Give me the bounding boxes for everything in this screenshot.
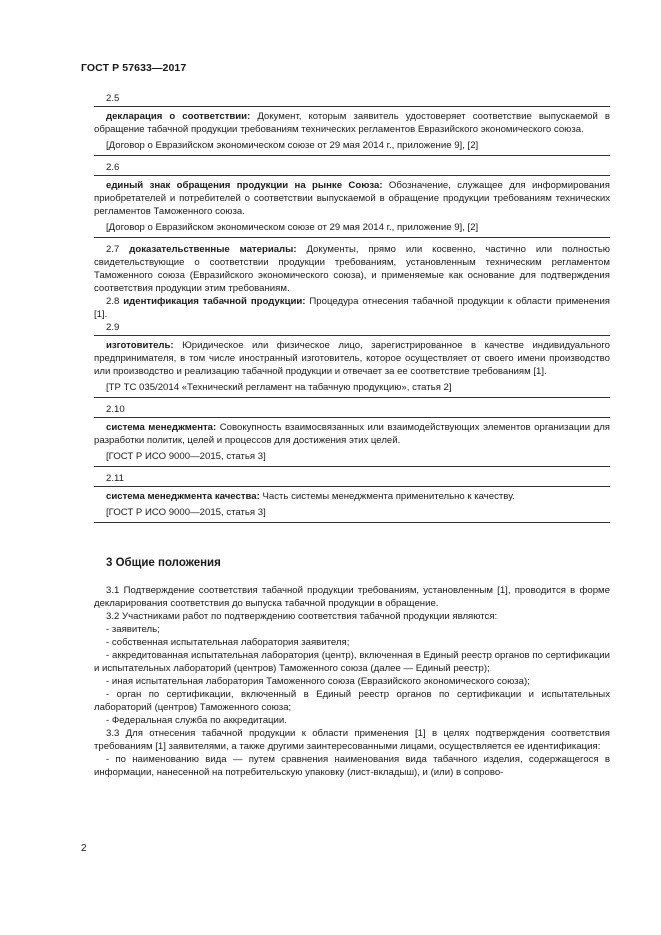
paragraph-3-1: 3.1 Подтверждение соответствия табачной продукции требованиям, установленным [1], проводится в форме декларирования соответствия до выпуска табачной продукции в обращение. — [94, 585, 610, 609]
section-heading: 3 Общие положения — [106, 557, 221, 569]
list-item: - иная испытательная лаборатория Таможенного союза (Евразийского экономического союза); — [106, 676, 530, 687]
term-name: единый знак обращения продукции на рынке Союза: — [106, 180, 383, 191]
term-text: Часть системы менеджмента применительно к качеству. — [259, 491, 515, 502]
term-source: [Договор о Евразийском экономическом союзе от 29 мая 2014 г., приложение 9], [2] — [106, 140, 479, 151]
term-number: 2.11 — [106, 473, 124, 484]
document-header: ГОСТ Р 57633—2017 — [81, 62, 187, 74]
term-name: система менеджмента качества: — [106, 491, 260, 502]
document-body — [94, 92, 610, 779]
term-source: [ГОСТ Р ИСО 9000—2015, статья 3] — [106, 507, 266, 518]
term-name: изготовитель: — [106, 340, 174, 351]
term-text: Совокупность взаимосвязанных или взаимодействующих элементов организации для разработки политик, целей и процессов для достижения этих целей. — [94, 422, 610, 446]
para-text: Процедура отнесения табачной продукции к области применения [1]. — [94, 296, 611, 320]
term-box-manufacturer — [94, 335, 610, 398]
term-definition — [94, 421, 610, 447]
term-text: Юридическое или физическое лицо, зарегистрированное в качестве индивидуального предпринимателя, в том числе иностранный изготовитель, которое осуществляет от своего имени производство или производство и реализацию табачной продукции и отвечает за ее соответствие требованиям [1]. — [94, 340, 610, 377]
list-item: - орган по сертификации, включенный в Единый реестр органов по сертификации и испытательных лабораторий (центров) Таможенного союза; — [94, 689, 610, 713]
term-number: 2.5 — [106, 93, 120, 104]
term-text: Обозначение, служащее для информирования приобретателей и потребителей о соответствии выпускаемой в обращение продукции требованиям технических регламентов Таможенного союза. — [94, 180, 610, 217]
term-text: Документ, которым заявитель удостоверяет соответствие выпускаемой в обращение табачной продукции требованиям технических регламентов Евразийского экономического союза. — [94, 111, 610, 135]
term-definition — [94, 339, 610, 378]
term-box-management-system — [94, 417, 610, 467]
term-definition — [94, 179, 610, 218]
paragraph-3-2: 3.2 Участниками работ по подтверждению соответствия табачной продукции являются: — [106, 611, 498, 622]
term-number: 2.9 — [106, 322, 120, 333]
term-name: декларация о соответствии: — [106, 111, 251, 122]
page-number: 2 — [81, 843, 87, 854]
paragraph-2-8 — [94, 295, 610, 321]
para-number: 2.7 — [106, 244, 120, 255]
list-item: - заявитель; — [106, 624, 160, 635]
term-box-quality-management — [94, 486, 610, 523]
term-name: система менеджмента: — [106, 422, 217, 433]
list-item: - собственная испытательная лаборатория заявителя; — [106, 637, 350, 648]
term-definition — [94, 490, 610, 503]
term-number: 2.6 — [106, 162, 120, 173]
term-box-declaration — [94, 106, 610, 156]
term-name: доказательственные материалы: — [129, 244, 297, 255]
term-name: идентификация табачной продукции: — [123, 296, 306, 307]
term-source: [ТР ТС 035/2014 «Технический регламент на табачную продукцию», статья 2] — [106, 382, 452, 393]
term-definition — [94, 110, 610, 136]
term-number: 2.10 — [106, 404, 125, 415]
paragraph-3-3: 3.3 Для отнесения табачной продукции к области применения [1] в целях подтверждения соответствия требованиям [1] заявителями, а также другими заинтересованными лицами, осуществляется ее идентификация: — [94, 728, 610, 752]
paragraph-2-7 — [94, 243, 610, 295]
term-box-union-mark — [94, 175, 610, 238]
para-text: Документы, прямо или косвенно, частично или полностью свидетельствующие о соответствии продукции требованиям, установленным техническим регламентом Таможенного союза (Евразийского экономического союза), и применяемые как основание для подтверждения соответствия продукции этим требованиям. — [94, 244, 610, 294]
list-item: - по наименованию вида — путем сравнения наименования вида табачного изделия, содержащегося в информации, нанесенной на потребительскую упаковку (лист-вкладыш), и (или) в сопрово- — [94, 754, 610, 778]
list-item: - аккредитованная испытательная лаборатория (центр), включенная в Единый реестр органов по сертификации и испытательных лабораторий (центров) Таможенного союза (далее — Единый реестр); — [94, 650, 610, 674]
list-item: - Федеральная служба по аккредитации. — [106, 715, 287, 726]
term-source: [Договор о Евразийском экономическом союзе от 29 мая 2014 г., приложение 9], [2] — [106, 222, 479, 233]
para-number: 2.8 — [106, 296, 120, 307]
term-source: [ГОСТ Р ИСО 9000—2015, статья 3] — [106, 451, 266, 462]
